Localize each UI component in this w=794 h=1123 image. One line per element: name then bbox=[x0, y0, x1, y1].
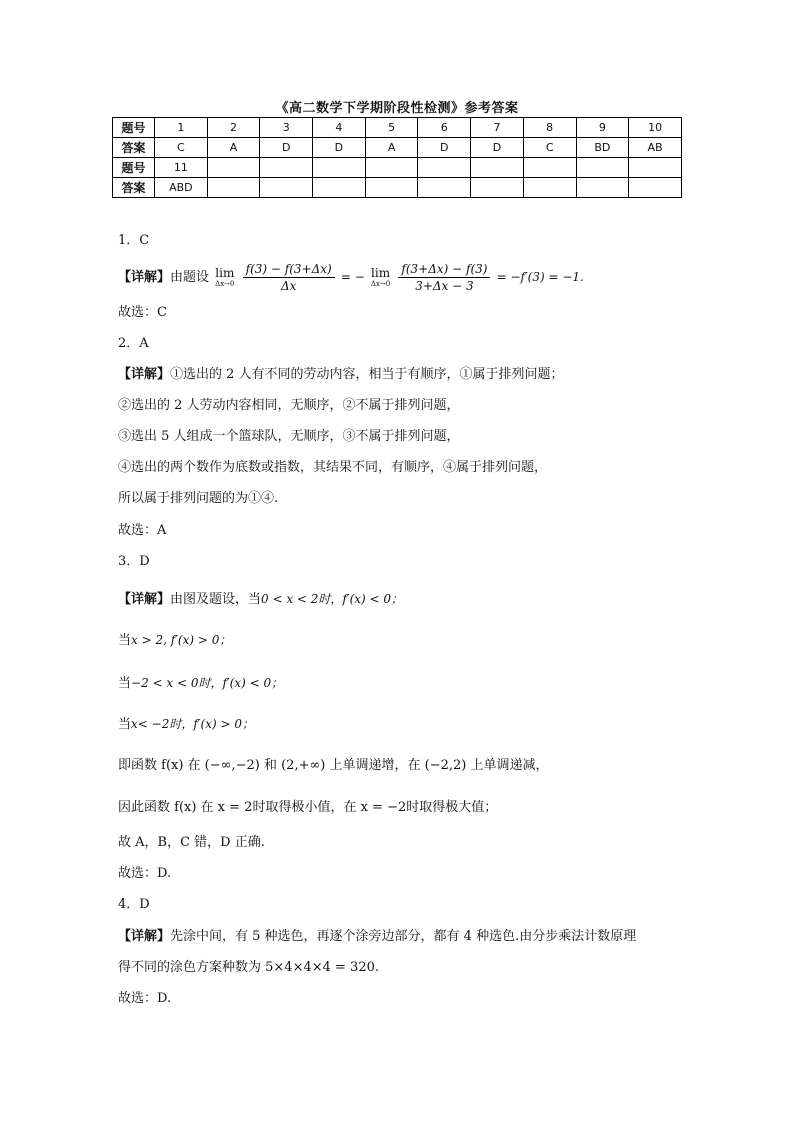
q3-heading: 3．D bbox=[118, 554, 150, 569]
q2-detail-line-1: 【详解】①选出的 2 人有不同的劳动内容，相当于有顺序，①属于排列问题； bbox=[118, 367, 564, 382]
table-cell: 6 bbox=[418, 118, 471, 138]
q4-detail-line-2: 得不同的涂色方案种数为 5×4×4×4 = 320. bbox=[118, 960, 379, 975]
table-cell: D bbox=[313, 138, 366, 158]
table-cell bbox=[523, 158, 576, 178]
table-cell: BD bbox=[576, 138, 629, 158]
answer-table bbox=[112, 117, 682, 198]
table-cell: 2 bbox=[207, 118, 260, 138]
q3-detail-line-5: 即函数 f(x) 在 (−∞,−2) 和 (2,+∞) 上单调递增，在 (−2,2) 上单调递减， bbox=[118, 758, 549, 773]
q1-detail-tag: 【详解】 bbox=[118, 270, 171, 285]
table-cell: ABD bbox=[155, 178, 208, 198]
q3-choice: 故选：D. bbox=[118, 866, 172, 881]
table-cell: 3 bbox=[260, 118, 313, 138]
q3-detail-line-2: 当x > 2, f′(x) > 0； bbox=[118, 633, 232, 648]
table-cell bbox=[576, 178, 629, 198]
table-cell: A bbox=[365, 138, 418, 158]
table-cell bbox=[313, 158, 366, 178]
row-label: 题号 bbox=[113, 158, 155, 178]
q4-heading: 4．D bbox=[118, 897, 150, 912]
answer-row-2 bbox=[113, 178, 682, 198]
q3-detail-line-7: 故 A，B，C 错，D 正确. bbox=[118, 835, 265, 850]
table-cell bbox=[471, 178, 524, 198]
q2-detail-line-4: ④选出的两个数作为底数或指数，其结果不同，有顺序，④属于排列问题， bbox=[118, 460, 548, 475]
q3-detail-line-6: 因此函数 f(x) 在 x = 2时取得极小值，在 x = −2时取得极大值； bbox=[118, 800, 498, 815]
table-cell: 5 bbox=[365, 118, 418, 138]
table-cell: A bbox=[207, 138, 260, 158]
q4-choice: 故选：D. bbox=[118, 991, 172, 1006]
table-cell bbox=[313, 178, 366, 198]
number-row-1 bbox=[113, 118, 682, 138]
table-cell: 8 bbox=[523, 118, 576, 138]
table-cell: 10 bbox=[629, 118, 682, 138]
table-cell bbox=[523, 178, 576, 198]
table-cell: 11 bbox=[155, 158, 208, 178]
q3-detail-line-4: 当x< −2时，f′(x) > 0； bbox=[118, 717, 254, 732]
table-cell: D bbox=[418, 138, 471, 158]
q2-detail-line-2: ②选出的 2 人劳动内容相同，无顺序，②不属于排列问题， bbox=[118, 398, 460, 413]
table-cell: C bbox=[155, 138, 208, 158]
q3-detail-line-1: 【详解】由图及题设，当0 < x < 2时，f′(x) < 0； bbox=[118, 592, 404, 607]
table-cell bbox=[207, 178, 260, 198]
q1-fraction-1: $\frac{f(3) - f(3+\Delta x)}{\Delta x}$ bbox=[243, 261, 335, 294]
q2-choice: 故选：A bbox=[118, 523, 167, 538]
q1-equals-1: = − bbox=[340, 270, 365, 284]
q1-limit-2: lim Δx→0 bbox=[370, 266, 391, 288]
table-cell bbox=[260, 178, 313, 198]
q1-choice: 故选：C bbox=[118, 305, 167, 320]
row-label: 答案 bbox=[113, 178, 155, 198]
table-cell bbox=[418, 158, 471, 178]
table-cell: 7 bbox=[471, 118, 524, 138]
table-cell bbox=[365, 158, 418, 178]
table-cell: AB bbox=[629, 138, 682, 158]
q2-heading: 2．A bbox=[118, 336, 149, 351]
row-label: 答案 bbox=[113, 138, 155, 158]
table-cell bbox=[576, 158, 629, 178]
table-cell bbox=[629, 178, 682, 198]
q2-detail-line-5: 所以属于排列问题的为①④. bbox=[118, 491, 279, 506]
table-cell: 4 bbox=[313, 118, 366, 138]
row-label: 题号 bbox=[113, 118, 155, 138]
q1-intro: 由题设 bbox=[170, 270, 210, 285]
q2-detail-line-3: ③选出 5 人组成一个篮球队，无顺序，③不属于排列问题， bbox=[118, 429, 460, 444]
table-cell: C bbox=[523, 138, 576, 158]
table-cell bbox=[207, 158, 260, 178]
table-cell bbox=[471, 158, 524, 178]
table-cell: 9 bbox=[576, 118, 629, 138]
table-cell bbox=[629, 158, 682, 178]
page-title: 《高二数学下学期阶段性检测》参考答案 bbox=[275, 101, 519, 116]
answer-row-1 bbox=[113, 138, 682, 158]
table-cell bbox=[260, 158, 313, 178]
q1-fraction-2: $\frac{f(3+\Delta x) - f(3)}{3+\Delta x - 3}$ bbox=[398, 261, 490, 294]
q1-limit-1: lim Δx→0 bbox=[215, 266, 235, 288]
table-cell: D bbox=[260, 138, 313, 158]
table-cell bbox=[418, 178, 471, 198]
q1-detail bbox=[118, 260, 584, 294]
q1-equals-2: = −f′(3) = −1. bbox=[496, 270, 584, 284]
q4-detail-line-1: 【详解】先涂中间，有 5 种选色，再逐个涂旁边部分，都有 4 种选色.由分步乘法计数原理 bbox=[118, 929, 637, 944]
table-cell: 1 bbox=[155, 118, 208, 138]
table-cell bbox=[365, 178, 418, 198]
number-row-2 bbox=[113, 158, 682, 178]
q3-detail-line-3: 当−2 < x < 0时，f′(x) < 0； bbox=[118, 676, 284, 691]
q1-heading: 1．C bbox=[118, 233, 150, 248]
table-cell: D bbox=[471, 138, 524, 158]
